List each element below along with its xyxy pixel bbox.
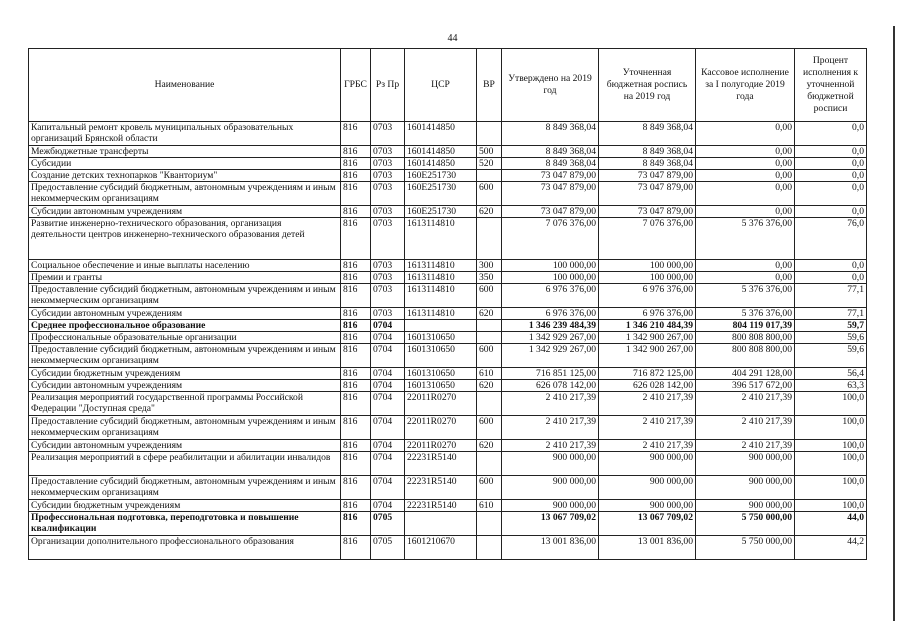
cell-vr: [477, 452, 502, 476]
cell-refined: 8 849 368,04: [599, 158, 696, 170]
cell-name: Реализация мероприятий в сфере реабилитации и абилитации инвалидов: [29, 452, 341, 476]
cell-rzpr: 0703: [371, 218, 405, 260]
cell-cash: 800 808 800,00: [696, 332, 795, 344]
cell-cash: 2 410 217,39: [696, 392, 795, 416]
cell-rzpr: 0703: [371, 122, 405, 146]
table-row: [29, 218, 867, 260]
cell-name: Реализация мероприятий государственной программы Российской Федерации "Доступная среда": [29, 392, 341, 416]
cell-grbs: 816: [341, 206, 371, 218]
cell-csr: 160E251730: [405, 182, 477, 206]
header-percent: Процент исполнения к уточненной бюджетной росписи: [795, 49, 867, 122]
cell-csr: [405, 512, 477, 536]
cell-percent: 76,0: [795, 218, 867, 260]
cell-rzpr: 0703: [371, 206, 405, 218]
cell-rzpr: 0704: [371, 452, 405, 476]
cell-vr: 600: [477, 416, 502, 440]
cell-approved: 73 047 879,00: [502, 170, 599, 182]
cell-grbs: 816: [341, 380, 371, 392]
cell-percent: 77,1: [795, 308, 867, 320]
cell-name: Предоставление субсидий бюджетным, автономным учреждениям и иным некоммерческим организациям: [29, 416, 341, 440]
cell-approved: 100 000,00: [502, 260, 599, 272]
cell-rzpr: 0703: [371, 284, 405, 308]
cell-vr: [477, 320, 502, 332]
cell-grbs: 816: [341, 122, 371, 146]
table-row: [29, 392, 867, 416]
table-row: [29, 260, 867, 272]
cell-name: Организации дополнительного профессионального образования: [29, 536, 341, 560]
cell-cash: 800 808 800,00: [696, 344, 795, 368]
cell-approved: 7 076 376,00: [502, 218, 599, 260]
cell-csr: 1601414850: [405, 158, 477, 170]
cell-grbs: 816: [341, 272, 371, 284]
cell-percent: 0,0: [795, 122, 867, 146]
cell-name: Социальное обеспечение и иные выплаты населению: [29, 260, 341, 272]
cell-csr: 1613114810: [405, 308, 477, 320]
cell-percent: 77,1: [795, 284, 867, 308]
cell-refined: 100 000,00: [599, 272, 696, 284]
cell-rzpr: 0705: [371, 512, 405, 536]
cell-name: Капитальный ремонт кровель муниципальных образовательных организаций Брянской области: [29, 122, 341, 146]
cell-approved: 1 342 929 267,00: [502, 344, 599, 368]
cell-vr: [477, 170, 502, 182]
cell-csr: 22011R0270: [405, 440, 477, 452]
cell-percent: 59,6: [795, 332, 867, 344]
cell-rzpr: 0704: [371, 392, 405, 416]
cell-vr: 600: [477, 344, 502, 368]
cell-refined: 900 000,00: [599, 476, 696, 500]
cell-csr: 1601310650: [405, 380, 477, 392]
cell-grbs: 816: [341, 320, 371, 332]
cell-name: Межбюджетные трансферты: [29, 146, 341, 158]
cell-rzpr: 0704: [371, 332, 405, 344]
cell-refined: 6 976 376,00: [599, 308, 696, 320]
cell-approved: 2 410 217,39: [502, 440, 599, 452]
table-row: [29, 344, 867, 368]
cell-csr: 160E251730: [405, 206, 477, 218]
cell-rzpr: 0703: [371, 170, 405, 182]
cell-approved: 6 976 376,00: [502, 308, 599, 320]
cell-grbs: 816: [341, 332, 371, 344]
cell-percent: 0,0: [795, 146, 867, 158]
cell-percent: 63,3: [795, 380, 867, 392]
cell-name: Субсидии автономным учреждениям: [29, 206, 341, 218]
page-number: 44: [447, 33, 458, 44]
cell-grbs: 816: [341, 146, 371, 158]
cell-grbs: 816: [341, 536, 371, 560]
header-csr: ЦСР: [405, 49, 477, 122]
cell-rzpr: 0704: [371, 320, 405, 332]
cell-approved: 13 067 709,02: [502, 512, 599, 536]
table-body: [29, 122, 867, 560]
cell-cash: 2 410 217,39: [696, 440, 795, 452]
cell-csr: 1601310650: [405, 344, 477, 368]
cell-cash: 0,00: [696, 146, 795, 158]
cell-rzpr: 0703: [371, 260, 405, 272]
cell-cash: 0,00: [696, 158, 795, 170]
cell-refined: 100 000,00: [599, 260, 696, 272]
table-row: [29, 170, 867, 182]
cell-grbs: 816: [341, 512, 371, 536]
cell-refined: 1 346 210 484,39: [599, 320, 696, 332]
cell-refined: 900 000,00: [599, 452, 696, 476]
table-row: [29, 380, 867, 392]
header-name: Наименование: [29, 49, 341, 122]
cell-vr: [477, 536, 502, 560]
cell-rzpr: 0704: [371, 344, 405, 368]
table-row: [29, 308, 867, 320]
cell-name: Среднее профессиональное образование: [29, 320, 341, 332]
cell-percent: 100,0: [795, 476, 867, 500]
cell-name: Создание детских технопарков "Кванториум": [29, 170, 341, 182]
cell-grbs: 816: [341, 170, 371, 182]
cell-csr: [405, 320, 477, 332]
cell-percent: 0,0: [795, 170, 867, 182]
header-approved: Утверждено на 2019 год: [502, 49, 599, 122]
cell-csr: 1601414850: [405, 146, 477, 158]
cell-rzpr: 0704: [371, 368, 405, 380]
cell-percent: 0,0: [795, 158, 867, 170]
cell-grbs: 816: [341, 308, 371, 320]
table-row: [29, 368, 867, 380]
cell-csr: 1613114810: [405, 260, 477, 272]
header-grbs: ГРБС: [341, 49, 371, 122]
cell-approved: 8 849 368,04: [502, 158, 599, 170]
cell-csr: 1613114810: [405, 272, 477, 284]
cell-percent: 44,0: [795, 512, 867, 536]
cell-csr: 22231R5140: [405, 476, 477, 500]
cell-name: Развитие инженерно-технического образования, организация деятельности центров инженерно-технического образования детей: [29, 218, 341, 260]
cell-refined: 7 076 376,00: [599, 218, 696, 260]
cell-percent: 0,0: [795, 272, 867, 284]
cell-rzpr: 0703: [371, 182, 405, 206]
table-row: [29, 440, 867, 452]
cell-vr: 600: [477, 182, 502, 206]
header-rzpr: Рз Пр: [371, 49, 405, 122]
cell-vr: [477, 218, 502, 260]
cell-refined: 626 028 142,00: [599, 380, 696, 392]
cell-grbs: 816: [341, 392, 371, 416]
cell-grbs: 816: [341, 476, 371, 500]
cell-approved: 100 000,00: [502, 272, 599, 284]
cell-cash: 5 376 376,00: [696, 308, 795, 320]
header-cash: Кассовое исполнение за I полугодие 2019 года: [696, 49, 795, 122]
cell-rzpr: 0703: [371, 272, 405, 284]
cell-grbs: 816: [341, 440, 371, 452]
cell-vr: 620: [477, 380, 502, 392]
cell-cash: 0,00: [696, 272, 795, 284]
cell-approved: 6 976 376,00: [502, 284, 599, 308]
cell-rzpr: 0704: [371, 476, 405, 500]
cell-cash: 2 410 217,39: [696, 416, 795, 440]
cell-refined: 13 067 709,02: [599, 512, 696, 536]
cell-csr: 1613114810: [405, 218, 477, 260]
cell-cash: 0,00: [696, 170, 795, 182]
cell-refined: 2 410 217,39: [599, 440, 696, 452]
cell-rzpr: 0705: [371, 536, 405, 560]
cell-grbs: 816: [341, 158, 371, 170]
table-header-row: [29, 49, 867, 122]
cell-cash: 5 750 000,00: [696, 536, 795, 560]
table-row: [29, 332, 867, 344]
table-row: [29, 500, 867, 512]
cell-name: Субсидии: [29, 158, 341, 170]
cell-percent: 0,0: [795, 206, 867, 218]
cell-approved: 13 001 836,00: [502, 536, 599, 560]
table-row: [29, 512, 867, 536]
cell-name: Предоставление субсидий бюджетным, автономным учреждениям и иным некоммерческим организациям: [29, 284, 341, 308]
cell-percent: 100,0: [795, 500, 867, 512]
cell-approved: 900 000,00: [502, 452, 599, 476]
cell-refined: 1 342 900 267,00: [599, 332, 696, 344]
table-row: [29, 476, 867, 500]
cell-rzpr: 0703: [371, 158, 405, 170]
cell-vr: 620: [477, 206, 502, 218]
cell-percent: 100,0: [795, 392, 867, 416]
cell-vr: [477, 332, 502, 344]
cell-grbs: 816: [341, 218, 371, 260]
cell-rzpr: 0703: [371, 146, 405, 158]
cell-percent: 0,0: [795, 182, 867, 206]
cell-vr: [477, 122, 502, 146]
page-edge-line: [893, 26, 895, 621]
table-row: [29, 272, 867, 284]
cell-cash: 404 291 128,00: [696, 368, 795, 380]
cell-grbs: 816: [341, 416, 371, 440]
table-row: [29, 146, 867, 158]
cell-refined: 8 849 368,04: [599, 146, 696, 158]
cell-approved: 73 047 879,00: [502, 182, 599, 206]
header-refined: Уточненная бюджетная роспись на 2019 год: [599, 49, 696, 122]
table-row: [29, 536, 867, 560]
cell-approved: 900 000,00: [502, 476, 599, 500]
cell-name: Премии и гранты: [29, 272, 341, 284]
cell-name: Профессиональные образовательные организации: [29, 332, 341, 344]
cell-name: Субсидии автономным учреждениям: [29, 380, 341, 392]
cell-percent: 100,0: [795, 416, 867, 440]
table-row: [29, 452, 867, 476]
cell-approved: 2 410 217,39: [502, 416, 599, 440]
cell-name: Субсидии бюджетным учреждениям: [29, 368, 341, 380]
cell-refined: 2 410 217,39: [599, 416, 696, 440]
cell-refined: 8 849 368,04: [599, 122, 696, 146]
table-row: [29, 182, 867, 206]
cell-vr: [477, 512, 502, 536]
cell-name: Субсидии автономным учреждениям: [29, 308, 341, 320]
cell-cash: 5 376 376,00: [696, 218, 795, 260]
budget-execution-table: [28, 48, 867, 560]
cell-csr: 1601414850: [405, 122, 477, 146]
cell-refined: 2 410 217,39: [599, 392, 696, 416]
cell-cash: 5 376 376,00: [696, 284, 795, 308]
header-vr: ВР: [477, 49, 502, 122]
table-row: [29, 320, 867, 332]
cell-approved: 73 047 879,00: [502, 206, 599, 218]
cell-approved: 1 342 929 267,00: [502, 332, 599, 344]
cell-approved: 716 851 125,00: [502, 368, 599, 380]
table-row: [29, 206, 867, 218]
cell-vr: 610: [477, 500, 502, 512]
cell-cash: 0,00: [696, 206, 795, 218]
cell-cash: 804 119 017,39: [696, 320, 795, 332]
table-row: [29, 284, 867, 308]
cell-name: Субсидии бюджетным учреждениям: [29, 500, 341, 512]
cell-percent: 44,2: [795, 536, 867, 560]
cell-name: Субсидии автономным учреждениям: [29, 440, 341, 452]
cell-csr: 1601210670: [405, 536, 477, 560]
cell-csr: 1601310650: [405, 332, 477, 344]
cell-name: Профессиональная подготовка, переподготовка и повышение квалификации: [29, 512, 341, 536]
cell-grbs: 816: [341, 368, 371, 380]
cell-grbs: 816: [341, 500, 371, 512]
cell-percent: 100,0: [795, 452, 867, 476]
cell-grbs: 816: [341, 284, 371, 308]
cell-approved: 900 000,00: [502, 500, 599, 512]
cell-cash: 900 000,00: [696, 476, 795, 500]
cell-grbs: 816: [341, 182, 371, 206]
cell-vr: 520: [477, 158, 502, 170]
cell-name: Предоставление субсидий бюджетным, автономным учреждениям и иным некоммерческим организациям: [29, 344, 341, 368]
cell-refined: 900 000,00: [599, 500, 696, 512]
cell-grbs: 816: [341, 452, 371, 476]
cell-approved: 8 849 368,04: [502, 122, 599, 146]
cell-percent: 100,0: [795, 440, 867, 452]
cell-vr: 600: [477, 476, 502, 500]
cell-refined: 13 001 836,00: [599, 536, 696, 560]
cell-rzpr: 0704: [371, 416, 405, 440]
cell-vr: [477, 392, 502, 416]
cell-refined: 6 976 376,00: [599, 284, 696, 308]
cell-cash: 900 000,00: [696, 500, 795, 512]
cell-vr: 620: [477, 308, 502, 320]
cell-csr: 160E251730: [405, 170, 477, 182]
cell-csr: 22231R5140: [405, 500, 477, 512]
cell-percent: 0,0: [795, 260, 867, 272]
cell-vr: 500: [477, 146, 502, 158]
cell-csr: 22011R0270: [405, 392, 477, 416]
cell-vr: 600: [477, 284, 502, 308]
table-row: [29, 122, 867, 146]
cell-rzpr: 0703: [371, 308, 405, 320]
cell-refined: 73 047 879,00: [599, 206, 696, 218]
cell-refined: 716 872 125,00: [599, 368, 696, 380]
cell-csr: 1601310650: [405, 368, 477, 380]
cell-refined: 73 047 879,00: [599, 170, 696, 182]
table-row: [29, 416, 867, 440]
cell-vr: 610: [477, 368, 502, 380]
cell-approved: 8 849 368,04: [502, 146, 599, 158]
cell-cash: 5 750 000,00: [696, 512, 795, 536]
cell-approved: 2 410 217,39: [502, 392, 599, 416]
cell-rzpr: 0704: [371, 500, 405, 512]
cell-approved: 1 346 239 484,39: [502, 320, 599, 332]
cell-cash: 0,00: [696, 182, 795, 206]
cell-refined: 1 342 900 267,00: [599, 344, 696, 368]
cell-grbs: 816: [341, 260, 371, 272]
cell-cash: 900 000,00: [696, 452, 795, 476]
cell-rzpr: 0704: [371, 380, 405, 392]
cell-vr: 350: [477, 272, 502, 284]
cell-refined: 73 047 879,00: [599, 182, 696, 206]
cell-cash: 0,00: [696, 122, 795, 146]
cell-csr: 1613114810: [405, 284, 477, 308]
cell-vr: 620: [477, 440, 502, 452]
cell-name: Предоставление субсидий бюджетным, автономным учреждениям и иным некоммерческим организациям: [29, 476, 341, 500]
cell-vr: 300: [477, 260, 502, 272]
cell-name: Предоставление субсидий бюджетным, автономным учреждениям и иным некоммерческим организациям: [29, 182, 341, 206]
cell-percent: 59,6: [795, 344, 867, 368]
cell-cash: 0,00: [696, 260, 795, 272]
cell-rzpr: 0704: [371, 440, 405, 452]
cell-csr: 22011R0270: [405, 416, 477, 440]
cell-cash: 396 517 672,00: [696, 380, 795, 392]
cell-approved: 626 078 142,00: [502, 380, 599, 392]
table-row: [29, 158, 867, 170]
cell-percent: 56,4: [795, 368, 867, 380]
cell-grbs: 816: [341, 344, 371, 368]
cell-csr: 22231R5140: [405, 452, 477, 476]
cell-percent: 59,7: [795, 320, 867, 332]
